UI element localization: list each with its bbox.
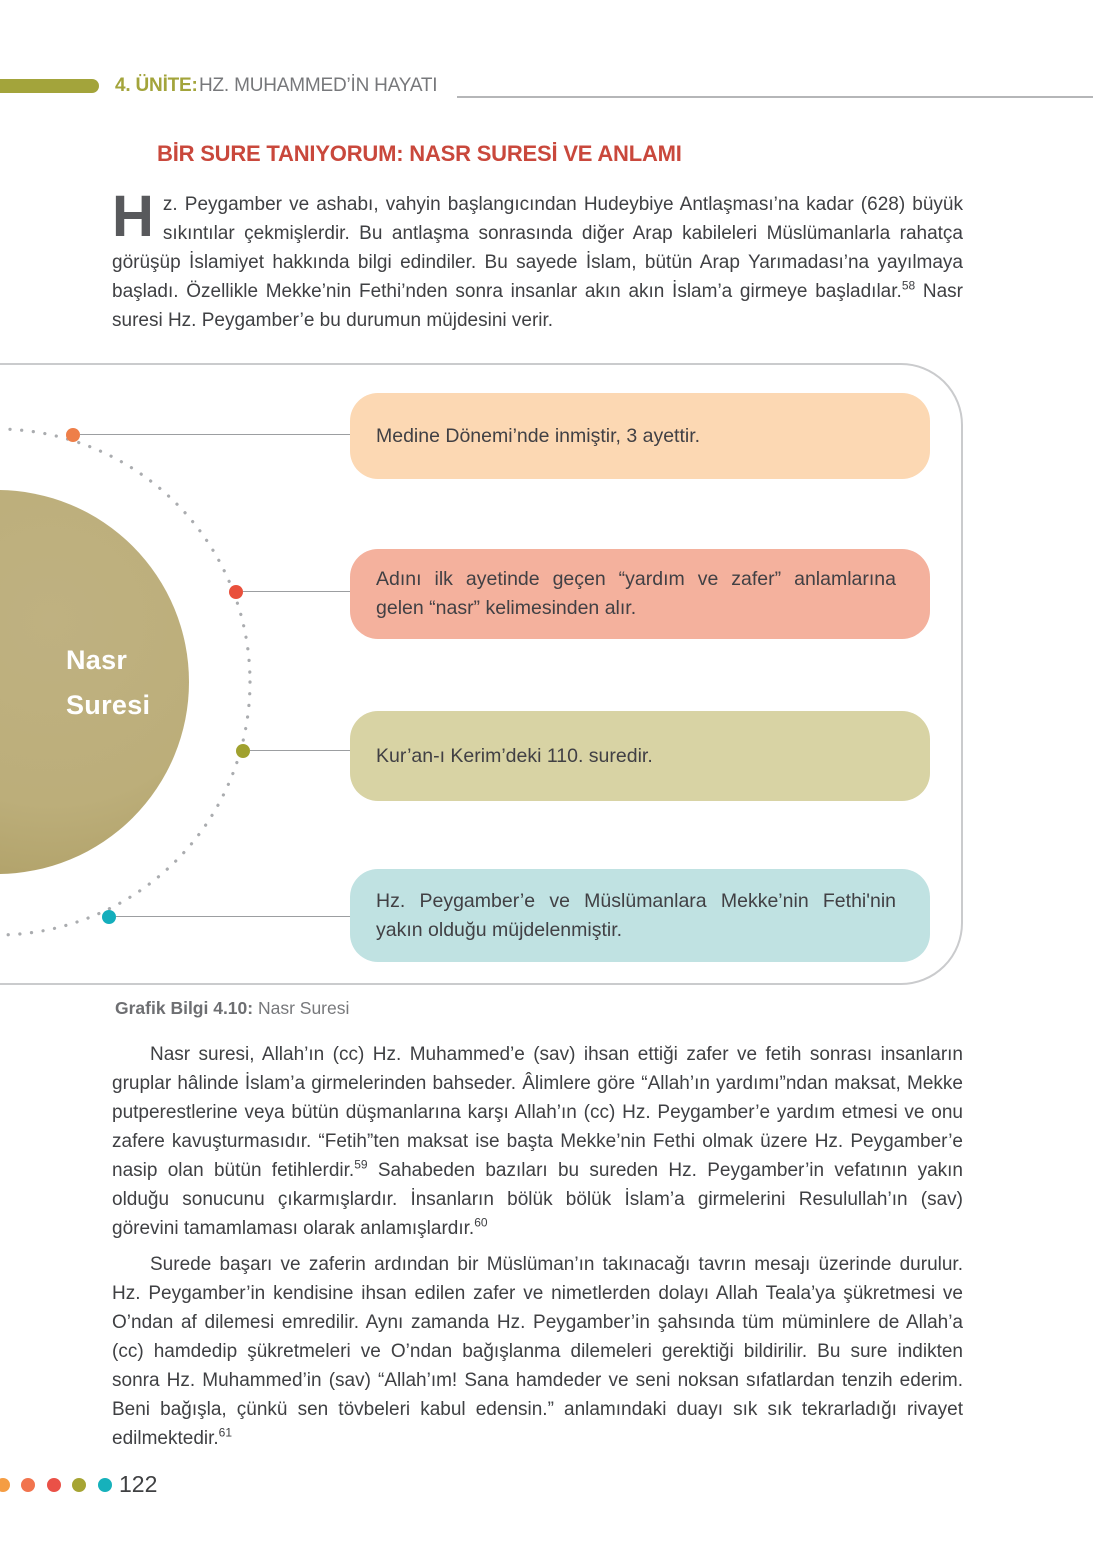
node-dot-olive — [236, 744, 250, 758]
footer-dot-4 — [72, 1478, 86, 1492]
footer-dot-5 — [98, 1478, 112, 1492]
info-box-text: Hz. Peygamber’e ve Müslümanlara Mekke’nin Fethi'nin yakın olduğu müjdelenmiştir. — [376, 889, 896, 941]
footer-dot-row — [0, 1476, 119, 1494]
connector-line-3 — [250, 750, 350, 751]
section-title: BİR SURE TANIYORUM: NASR SURESİ VE ANLAMI — [157, 141, 682, 166]
nasr-suresi-infographic — [0, 363, 1106, 985]
figure-caption-label: Grafik Bilgi 4.10: — [115, 998, 254, 1018]
unit-number-label: 4. ÜNİTE: — [115, 75, 198, 96]
figure-caption-text: Nasr Suresi — [253, 998, 350, 1018]
connector-line-4 — [116, 916, 350, 917]
body-paragraph-3: Surede başarı ve zaferin ardından bir Müslüman’ın takınacağı tavrın mesajı üzerinde durulur. Hz. Peygamber’in kendisine ihsan edilen zafer ve nimetlerden dolayı Allah Teala’ya şükretmesi ve O’ndan af dilemesi emredilir. Aynı zamanda Hz. Peygamber’in şahsında tüm müminlere de Allah’a (cc) hamdedip şükretmeleri ve O’ndan bağışlanma dilemeleri gerektiği bildirilir. Bu sure indikten sonra Hz. Muhammed’in (sav) “Allah’ım! Sana hamdeder ve seni noksan sıfatlardan tenzih ederim. Beni bağışla, çünkü sen tövbeleri kabul edensin.” anlamındaki duayı sık sık tekrarladığı rivayet edilmektedir.$^{61}$ — [112, 1254, 963, 1449]
intro-paragraph — [112, 184, 963, 335]
node-dot-orange — [66, 428, 80, 442]
info-box-text: Adını ilk ayetinde geçen “yardım ve zafer” anlamlarına gelen “nasr” kelimesinden alır. — [376, 568, 896, 619]
unit-accent-bar — [0, 79, 99, 93]
page-number: 122 — [119, 1471, 158, 1497]
node-dot-teal — [102, 910, 116, 924]
header-rule — [457, 96, 1093, 98]
circle-label-line1: Nasr — [66, 645, 128, 675]
intro-text: z. Peygamber ve ashabı, vahyin başlangıcından Hudeybiye Antlaşması’na kadar (628) büyük sıkıntılar çekmişlerdir. Bu antlaşma sonrasında diğer Arap kabileleri Müslümanlarla rahatça görüşüp İslamiyet hakkında bilgi edindiler. Bu sayede İslam, bütün Arap Yarımadası’na yayılmaya başladı. Özellikle Mekke’nin Fethi’nden sonra insanlar akın akın İslam’a girmeye başladılar.$^{58}$ Nasr suresi Hz. Peygamber’e bu durumun müjdesini verir. — [112, 194, 963, 331]
info-box-text: Kur’an-ı Kerim’deki 110. suredir. — [376, 744, 653, 767]
footer-dot-3 — [47, 1478, 61, 1492]
node-dot-red — [229, 585, 243, 599]
footer-dot-1 — [0, 1478, 10, 1492]
dropcap-letter: H — [112, 184, 154, 249]
figure-caption — [115, 998, 349, 1019]
connector-line-1 — [80, 434, 350, 435]
info-box-good-news — [350, 869, 930, 962]
info-box-order — [350, 711, 930, 801]
unit-title: HZ. MUHAMMED’İN HAYATI — [199, 75, 438, 96]
footer-dot-2 — [21, 1478, 35, 1492]
info-box-name-origin — [350, 549, 930, 639]
circle-label-line2: Suresi — [66, 690, 151, 720]
info-box-revelation — [350, 393, 930, 479]
connector-line-2 — [243, 591, 350, 592]
body-paragraph-2: Nasr suresi, Allah’ın (cc) Hz. Muhammed’e (sav) ihsan ettiği zafer ve fetih sonrası insanların gruplar hâlinde İslam’a girmelerinden bahseder. Âlimlere göre “Allah’ın yardımı”ndan maksat, Mekke putperestlerine veya bütün düşmanlarına karşı Allah’ın (cc) Hz. Peygamber’e yardım etmesi ve onu zafere kavuşturmasıdır. “Fetih”ten maksat ise başta Mekke’nin Fethi olmak üzere Hz. Peygamber’e nasip olan bütün fetihlerdir.$^{59}$ Sahabeden bazıları bu sureden Hz. Peygamber’in vefatının yakın olduğu sonucunu çıkarmışlardır. İnsanların bölük bölük İslam’a girmelerini Resulullah’ın (sav) görevini tamamlaması olarak anlamışlardır.$^{60}$ — [112, 1044, 963, 1239]
info-box-text: Medine Dönemi’nde inmiştir, 3 ayettir. — [376, 424, 701, 447]
